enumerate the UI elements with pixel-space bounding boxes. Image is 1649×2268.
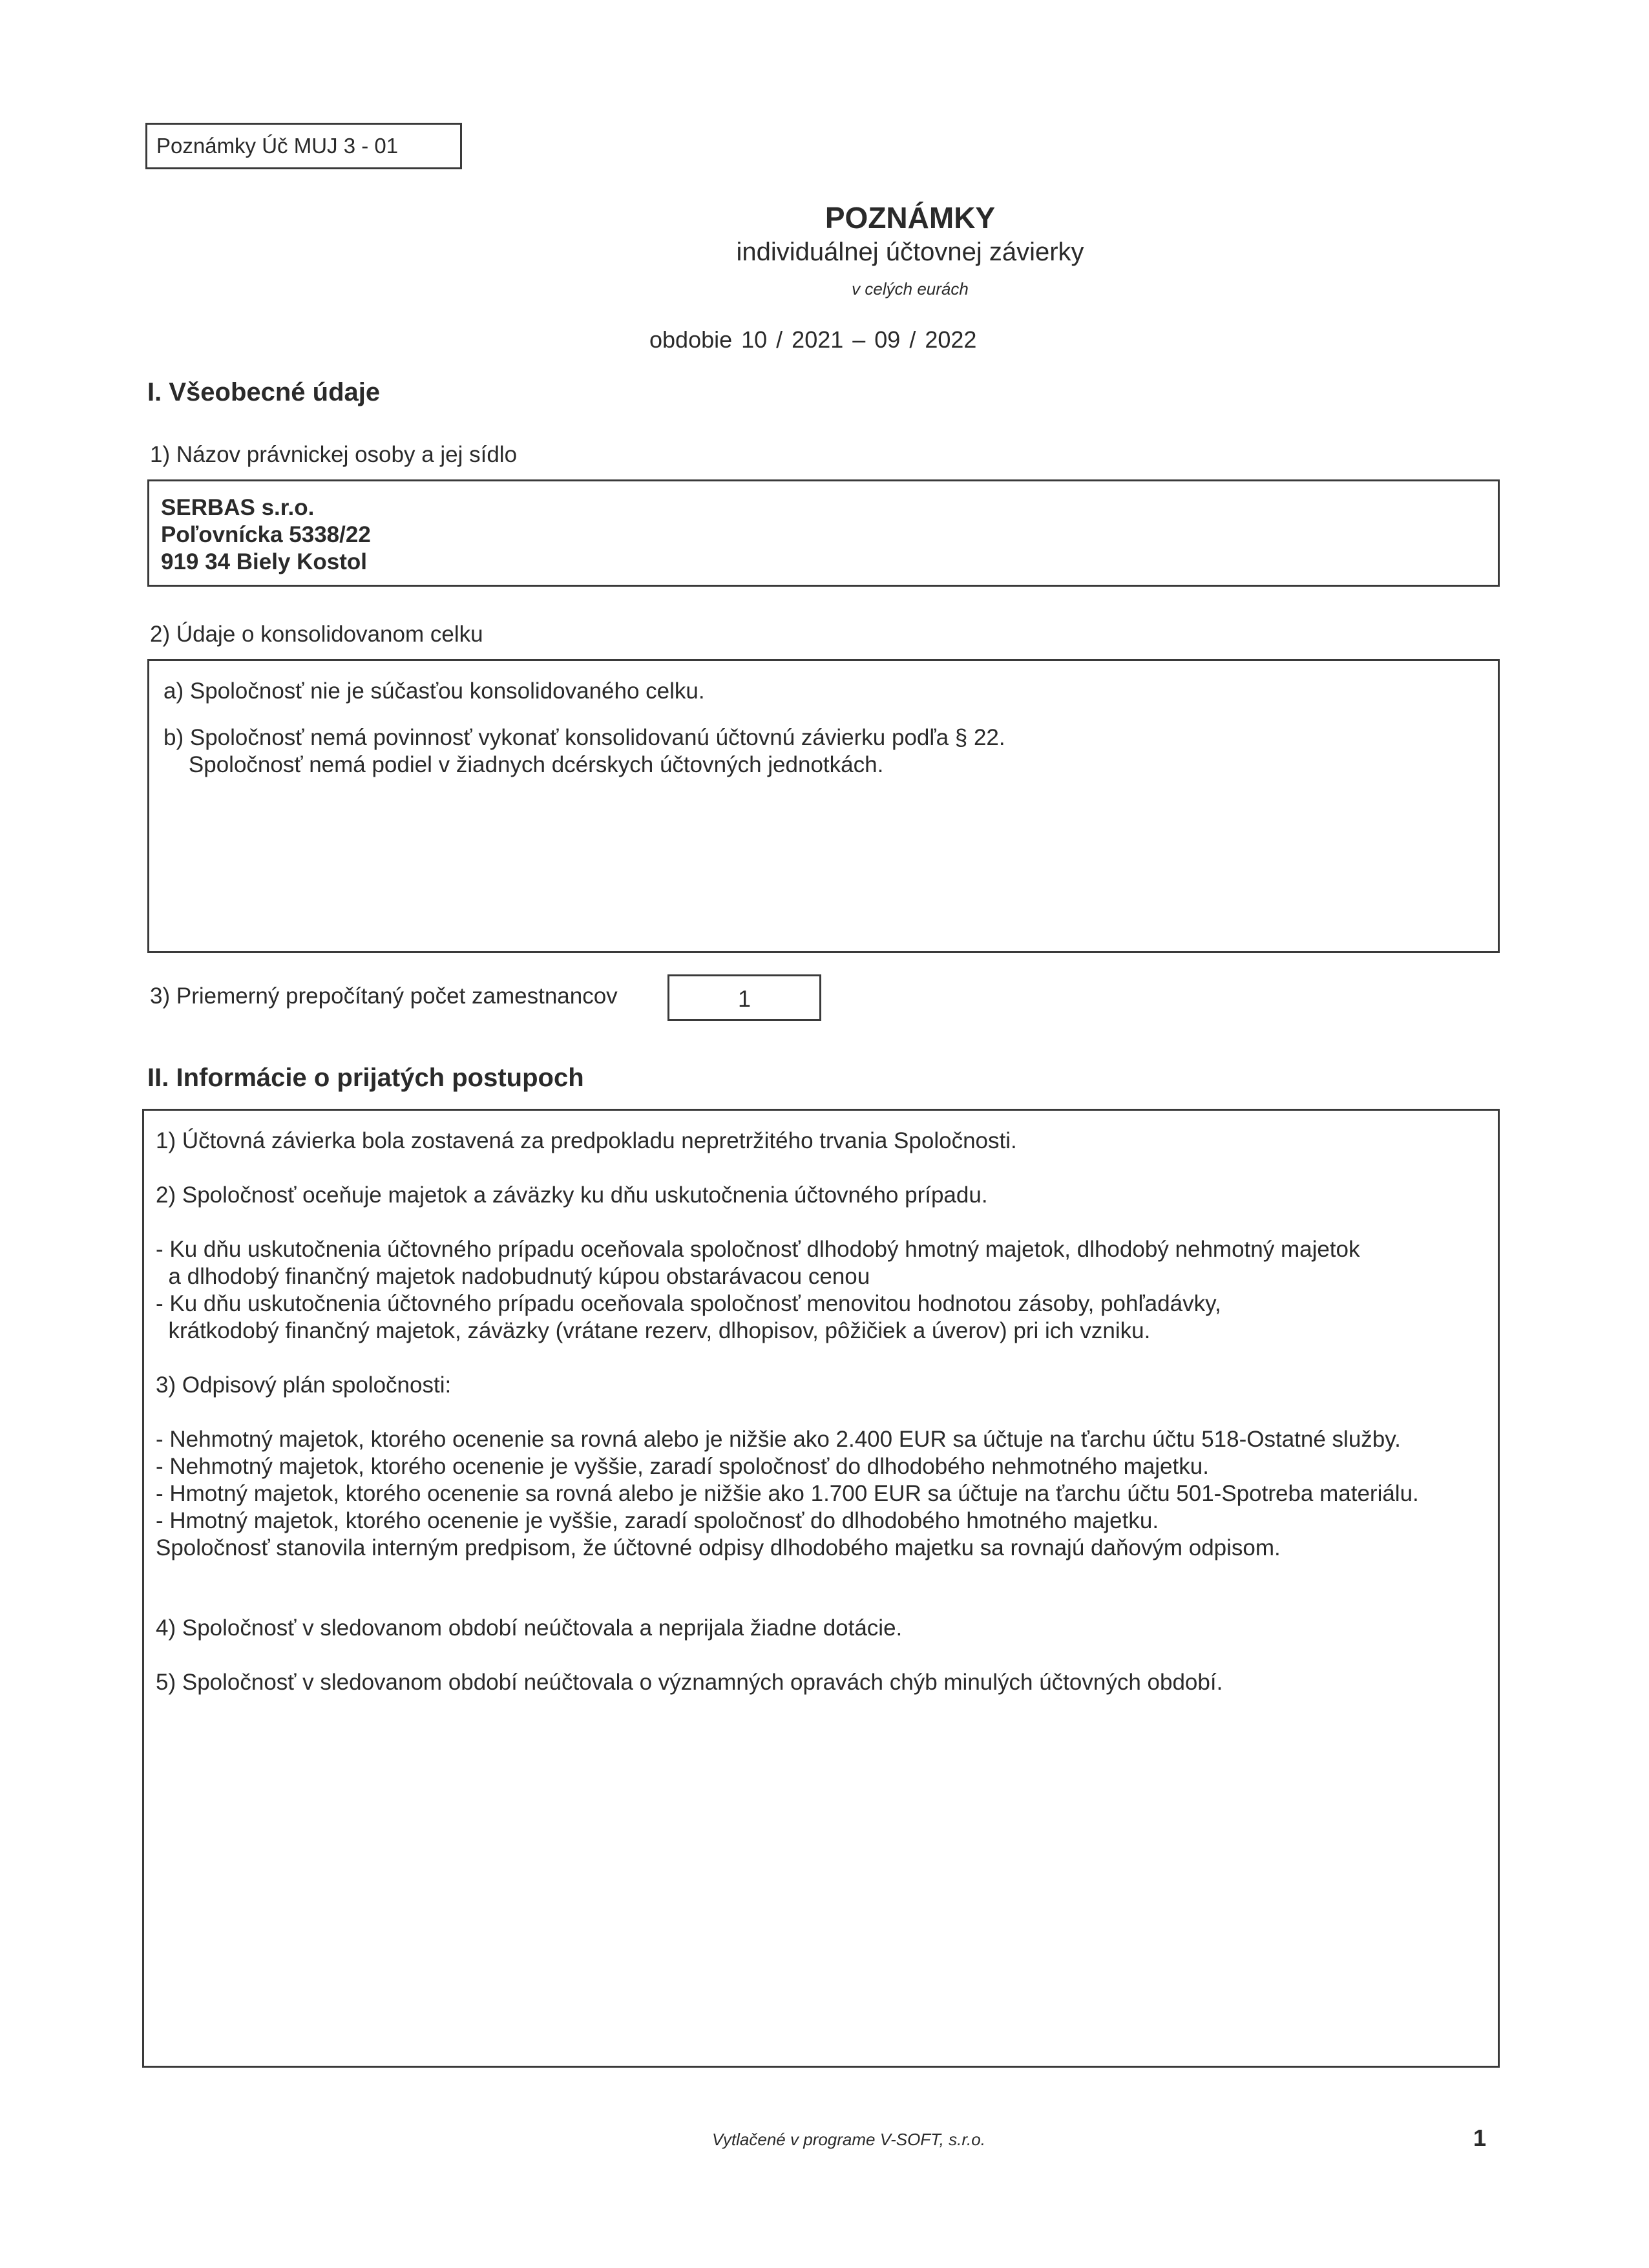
reporting-period: obdobie 10 / 2021 – 09 / 2022 xyxy=(649,326,977,353)
footer-printed-by: Vytlačené v programe V-SOFT, s.r.o. xyxy=(712,2130,985,2149)
consolidation-line-b1: b) Spoločnosť nemá povinnosť vykonať konsolidovanú účtovnú závierku podľa § 22. xyxy=(163,725,1005,750)
section2-heading: II. Informácie o prijatých postupoch xyxy=(147,1064,584,1092)
employees-value: 1 xyxy=(737,985,751,1012)
methods-p2-bullet2-line2: krátkodobý finančný majetok, záväzky (vrátane rezerv, dlhopisov, pôžičiek a úverov) pri ich vzniku. xyxy=(156,1318,1151,1343)
methods-p2-bullet2-line1: - Ku dňu uskutočnenia účtovného prípadu oceňovala spoločnosť menovitou hodnotou zásoby, pohľadávky, xyxy=(156,1291,1221,1316)
entity-name-label: 1) Názov právnickej osoby a jej sídlo xyxy=(150,442,518,467)
methods-p4: 4) Spoločnosť v sledovanom období neúčtovala a neprijala žiadne dotácie. xyxy=(156,1615,903,1641)
employees-box xyxy=(667,974,821,1021)
methods-p3-line5: Spoločnosť stanovila interným predpisom, že účtovné odpisy dlhodobého majetku sa rovnajú daňovým odpisom. xyxy=(156,1535,1281,1560)
document-title: POZNÁMKY xyxy=(824,201,996,235)
methods-p3-line2: - Nehmotný majetok, ktorého ocenenie je vyššie, zaradí spoločnosť do dlhodobého nehmotného majetku. xyxy=(156,1454,1209,1479)
methods-p3: 3) Odpisový plán spoločnosti: xyxy=(156,1372,452,1398)
entity-name: SERBAS s.r.o. xyxy=(161,495,315,520)
form-code-box xyxy=(145,123,462,169)
methods-box xyxy=(142,1109,1500,2068)
methods-p2-bullet1-line1: - Ku dňu uskutočnenia účtovného prípadu oceňovala spoločnosť dlhodobý hmotný majetok, dlhodobý nehmotný majetok xyxy=(156,1237,1360,1262)
methods-p2: 2) Spoločnosť oceňuje majetok a záväzky ku dňu uskutočnenia účtovného prípadu. xyxy=(156,1182,988,1208)
consolidation-label: 2) Údaje o konsolidovanom celku xyxy=(150,622,483,647)
entity-city: 919 34 Biely Kostol xyxy=(161,549,368,574)
methods-p2-bullet1-line2: a dlhodobý finančný majetok nadobudnutý kúpou obstarávacou cenou xyxy=(156,1264,870,1289)
consolidation-box xyxy=(147,659,1500,953)
methods-p3-line3: - Hmotný majetok, ktorého ocenenie sa rovná alebo je nižšie ako 1.700 EUR sa účtuje na ťarchu účtu 501-Spotreba materiálu. xyxy=(156,1481,1419,1506)
entity-street: Poľovnícka 5338/22 xyxy=(161,522,371,547)
consolidation-line-b2: Spoločnosť nemá podiel v žiadnych dcérskych účtovných jednotkách. xyxy=(163,752,884,777)
form-code: Poznámky Úč MUJ 3 - 01 xyxy=(156,134,399,158)
methods-p3-line1: - Nehmotný majetok, ktorého ocenenie sa rovná alebo je nižšie ako 2.400 EUR sa účtuje na ťarchu účtu 518-Ostatné služby. xyxy=(156,1427,1401,1452)
entity-box xyxy=(147,479,1500,587)
currency-note: v celých eurách xyxy=(852,279,969,299)
document-subtitle: individuálnej účtovnej závierky xyxy=(736,238,1084,266)
methods-p1: 1) Účtovná závierka bola zostavená za predpokladu nepretržitého trvania Spoločnosti. xyxy=(156,1128,1017,1153)
methods-p3-line4: - Hmotný majetok, ktorého ocenenie je vyššie, zaradí spoločnosť do dlhodobého hmotného majetku. xyxy=(156,1508,1159,1533)
section1-heading: I. Všeobecné údaje xyxy=(147,378,381,406)
consolidation-line-a: a) Spoločnosť nie je súčasťou konsolidovaného celku. xyxy=(163,678,705,704)
methods-p5: 5) Spoločnosť v sledovanom období neúčtovala o významných opravách chýb minulých účtovných období. xyxy=(156,1670,1223,1695)
page-number: 1 xyxy=(1473,2125,1487,2151)
employees-label: 3) Priemerný prepočítaný počet zamestnancov xyxy=(150,983,618,1009)
